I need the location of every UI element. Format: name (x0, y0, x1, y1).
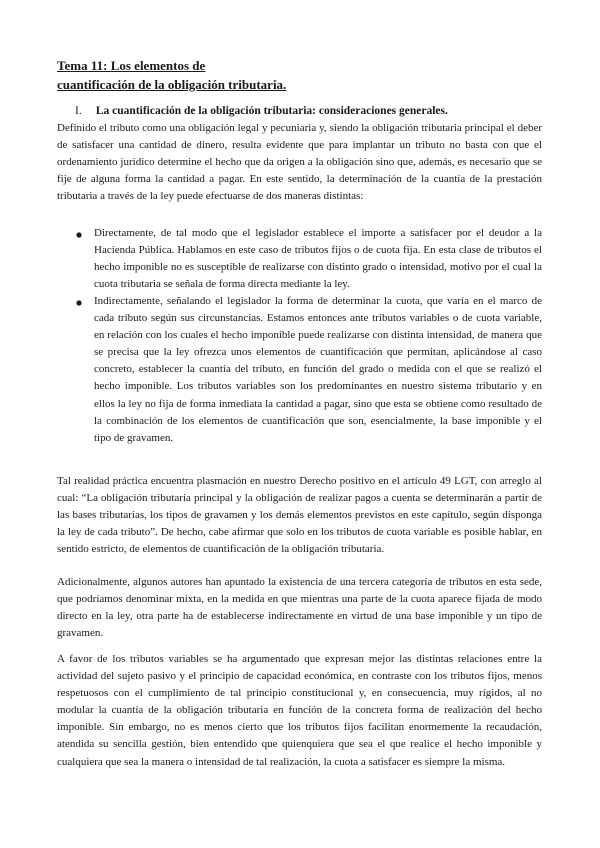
bullet-icon (75, 299, 83, 307)
section-heading (75, 104, 555, 118)
paragraph-art49: Tal realidad práctica encuentra plasmación en nuestro Derecho positivo en el artículo 49 LGT, con arreglo al cual: “La obligación tributaria principal y la obligación de realizar pagos a cuenta se determinarán a partir de las bases tributarias, los tipos de gravamen y los demás elementos previstos en este capítulo, según disponga la ley de cada tributo”. De hecho, cabe afirmar que solo en los tributos de cuota variable es posible hablar, en sentido estricto, de elementos de cuantificación de la obligación tributaria. (57, 475, 542, 556)
section-heading-text: La cuantificación de la obligación tributaria: consideraciones generales. (95, 105, 448, 117)
section-number: I. (75, 105, 82, 117)
bullet-icon (75, 231, 83, 239)
bullet-item-indirect: Indirectamente, señalando el legislador la forma de determinar la cuota, que varía en el marco de cada tributo según sus circunstancias. Estamos entonces ante tributos variables o de cuota variable, en relación con los cuales el hecho imponible puede realizarse con distinta intensidad, de manera que se precisa que la ley ofrezca unos elementos de cuantificación que permitan, aplicándose al caso concreto, establecer la cuantía del tributo, en función del grado o medida con el que se realizó el hecho imponible. Los tributos variables son los predominantes en nuestro sistema tributario y en ellos la ley no fija de forma inmediata la cantidad a pagar, sino que esta se obtiene como resultado de la combinación de los elementos de cuantificación que son, esencialmente, la base imponible y el tipo de gravamen. (94, 295, 542, 444)
paragraph-mixed: Adicionalmente, algunos autores han apuntado la existencia de una tercera categoría de tributos en esta sede, que podríamos denominar mixta, en la medida en que mientras una parte de la cuota aparece fijada de modo directo en la ley, otra parte ha de establecerse indirectamente en virtud de una base imponible y un tipo de gravamen. (57, 576, 542, 640)
intro-paragraph: Definido el tributo como una obligación legal y pecuniaria y, siendo la obligación tributaria principal el deber de satisfacer una cantidad de dinero, resulta evidente que para implantar un tributo no basta con que el ordenamiento jurídico determine el hecho que da origen a la obligación sino que, además, es necesario que se fije de alguna forma la cantidad a pagar. En este sentido, la determinación de la cuantía de la prestación tributaria a través de la ley puede efectuarse de dos maneras distintas: (57, 122, 542, 203)
paragraph-variable-vs-fixed: A favor de los tributos variables se ha argumentado que expresan mejor las distintas relaciones entre la actividad del sujeto pasivo y el principio de capacidad económica, en contraste con los tributos fijos, menos respetuosos con el cumplimiento de tal principio constitucional y, en consecuencia, muy rígidos, al no modular la cuantía de la obligación tributaria en función de la concreta forma de realización del hecho imponible. Sin embargo, no es menos cierto que los tributos fijos facilitan enormemente la recaudación, atendida su sencilla gestión, bien entendido que quienquiera que sea el que realice el hecho imponible y cualquiera que sea la manera o intensidad de tal realización, la cuota a satisfacer es siempre la misma. (57, 653, 542, 768)
title-line-2: cuantificación de la obligación tributaria. (57, 77, 287, 92)
page-title (57, 56, 537, 94)
bullet-item-direct: Directamente, de tal modo que el legislador establece el importe a satisfacer por el deudor a la Hacienda Pública. Hablamos en este caso de tributos fijos o de cuota fija. En esta clase de tributos el hecho imponible no es susceptible de realizarse con distinto grado o intensidad, motivo por el cual la cuota tributaria se señala de forma directa mediante la ley. (94, 227, 542, 291)
title-line-1: Tema 11: Los elementos de (57, 58, 206, 73)
